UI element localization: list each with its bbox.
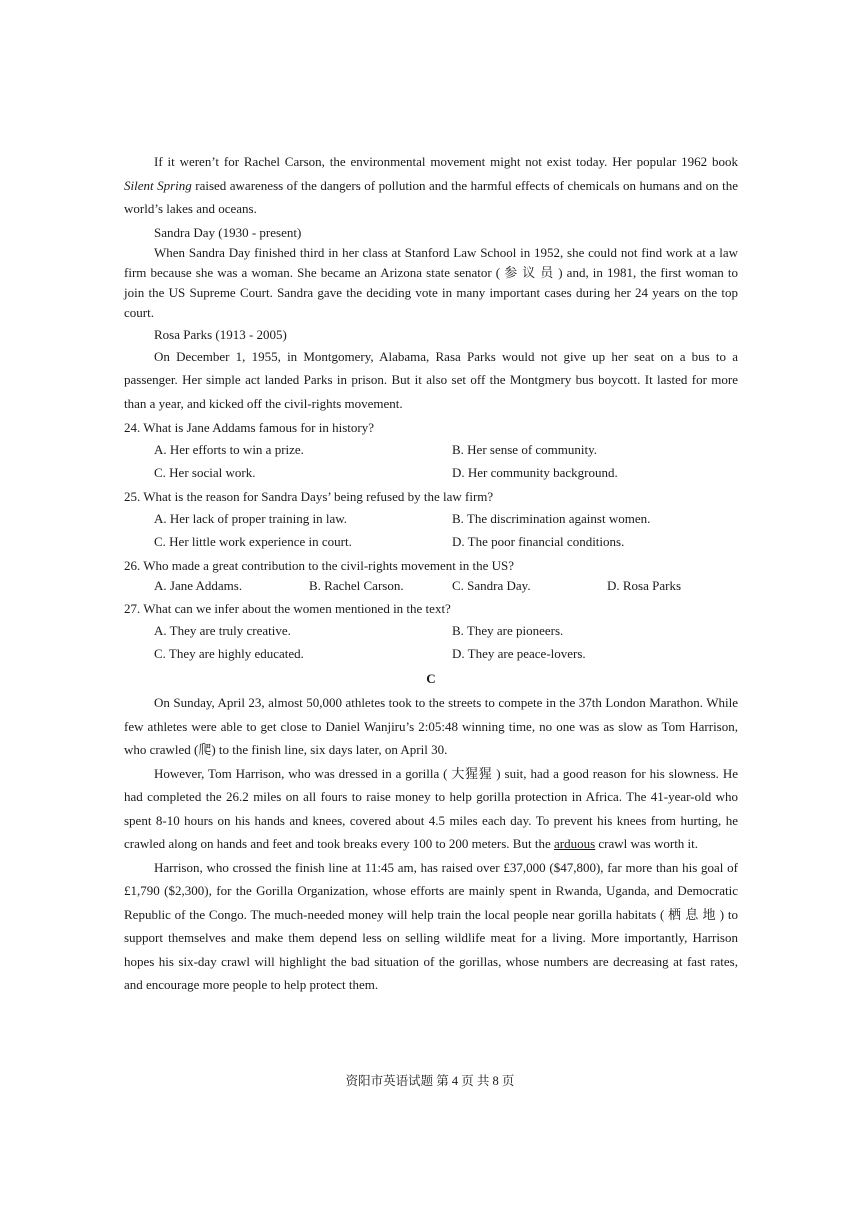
section-c-label: C <box>426 671 436 686</box>
carson-paragraph <box>124 150 738 221</box>
option-b: B. Her sense of community. <box>452 442 598 457</box>
question-stem: 25. What is the reason for Sandra Days’ being refused by the law firm? <box>124 489 494 504</box>
option-c: C. Sandra Day. <box>452 578 531 593</box>
option-list <box>124 619 738 665</box>
marathon-paragraph-1: On Sunday, April 23, almost 50,000 athletes took to the streets to compete in the 37th London Marathon. While few athletes were able to get close to Daniel Wanjiru’s 2:05:48 winning time, no one was as slow as Tom Harrison, who crawled (爬) to the finish line, six days later, on April 30. <box>124 695 738 757</box>
question-25 <box>124 487 738 553</box>
marathon-paragraph-2 <box>124 762 738 856</box>
option-d: D. They are peace-lovers. <box>452 646 586 661</box>
question-stem: 26. Who made a great contribution to the civil-rights movement in the US? <box>124 558 515 573</box>
question-stem: 24. What is Jane Addams famous for in history? <box>124 420 374 435</box>
option-d: D. The poor financial conditions. <box>452 534 625 549</box>
option-list <box>124 507 738 553</box>
option-c: C. Her little work experience in court. <box>154 534 352 549</box>
carson-text-1: If it weren’t for Rachel Carson, the environmental movement might not exist today. Her popular 1962 book <box>154 154 738 169</box>
paragraph-text: However, Tom Harrison, who was dressed in a gorilla ( 大猩猩 ) suit, had a good reason for his slowness. He had completed the 26.2 miles on all fours to raise money to help gorilla protection in Africa. The 41-year-old who spent 8-10 hours on his hands and knees, covered about 4.5 miles each day. To prevent his knees from hurting, he crawled along on hands and feet and took breaks every 100 to 200 meters. But the <box>124 765 738 851</box>
question-stem: 27. What can we infer about the women mentioned in the text? <box>124 601 451 616</box>
option-b: B. Rachel Carson. <box>309 578 404 593</box>
option-list <box>124 576 738 596</box>
rosa-parks-paragraph: On December 1, 1955, in Montgomery, Alabama, Rasa Parks would not give up her seat on a bus to a passenger. Her simple act landed Parks in prison. But it also set off the Montgmery bus boycott. It lasted for more than a year, and kicked off the civil-rights movement. <box>124 348 738 411</box>
sandra-day-heading: Sandra Day (1930 - present) <box>154 224 302 240</box>
rosa-parks-heading: Rosa Parks (1913 - 2005) <box>154 326 287 342</box>
option-a: A. Jane Addams. <box>154 578 243 593</box>
option-a: A. Her efforts to win a prize. <box>154 442 304 457</box>
option-d: D. Rosa Parks <box>607 578 682 593</box>
page-footer: 资阳市英语试题 第 4 页 共 8 页 <box>345 1074 515 1088</box>
option-b: B. The discrimination against women. <box>452 511 651 526</box>
option-d: D. Her community background. <box>452 465 618 480</box>
exam-page-body <box>124 150 738 997</box>
option-a: A. Her lack of proper training in law. <box>154 511 348 526</box>
question-24 <box>124 418 738 484</box>
option-b: B. They are pioneers. <box>452 623 564 638</box>
underlined-word: arduous <box>553 836 596 851</box>
book-title: Silent Spring <box>124 177 192 193</box>
carson-text-2: raised awareness of the dangers of pollution and the harmful effects of chemicals on humans and on the world’s lakes and oceans. <box>124 177 738 216</box>
sandra-day-paragraph: When Sandra Day finished third in her class at Stanford Law School in 1952, she could not find work at a law firm because she was a woman. She became an Arizona state senator ( 参 议 员 ) and, in 1981, the first woman to join the US Supreme Court. Sandra gave the deciding vote in many important cases during her 24 years on the top court. <box>124 244 738 320</box>
option-a: A. They are truly creative. <box>154 623 291 638</box>
paragraph-text: crawl was worth it. <box>595 836 699 851</box>
question-27 <box>124 599 738 665</box>
option-list <box>124 438 738 484</box>
option-c: C. Her social work. <box>154 465 256 480</box>
option-c: C. They are highly educated. <box>154 646 304 661</box>
marathon-paragraph-3: Harrison, who crossed the finish line at 11:45 am, has raised over £37,000 ($47,800), far more than his goal of £1,790 ($2,300), for the Gorilla Organization, whose efforts are mainly spent in Rwanda, Uganda, and Democratic Republic of the Congo. The much-needed money will help train the local people near gorilla habitats ( 栖 息 地 ) to support themselves and make them depend less on selling wildlife meat for a living. More importantly, Harrison hopes his six-day crawl will highlight the bad situation of the gorillas, whose numbers are decreasing at fast rates, and encourage more people to help protect them. <box>124 859 738 992</box>
question-26 <box>124 556 738 596</box>
